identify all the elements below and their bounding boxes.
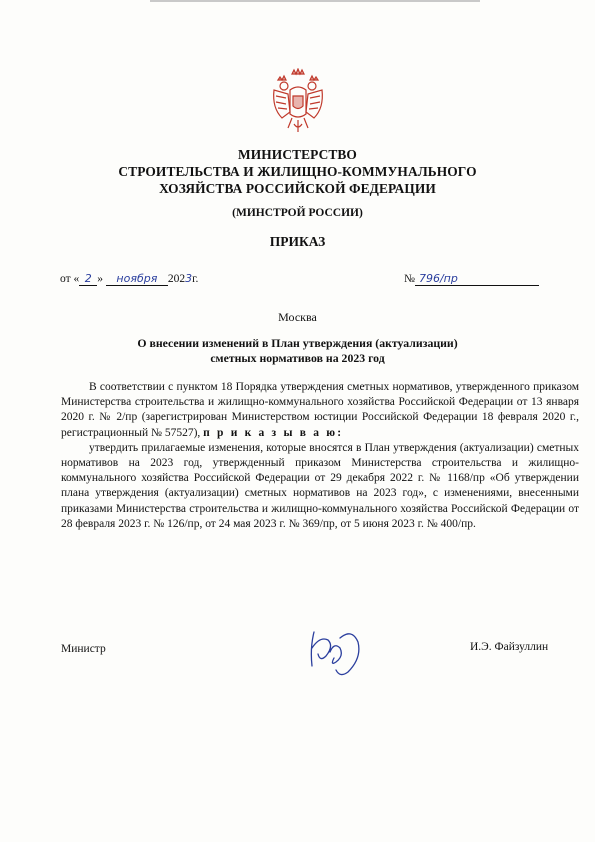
- handwritten-signature: [300, 618, 370, 678]
- title-line-2: сметных нормативов на 2023 год: [210, 351, 385, 365]
- order-date: [60, 272, 198, 286]
- date-prefix: от «: [60, 273, 80, 285]
- signatory-position: Министр: [61, 643, 106, 655]
- date-day: 2: [79, 272, 97, 286]
- ministry-line-3: ХОЗЯЙСТВА РОССИЙСКОЙ ФЕДЕРАЦИИ: [159, 181, 436, 196]
- order-number: [404, 272, 539, 286]
- ministry-line-2: СТРОИТЕЛЬСТВА И ЖИЛИЩНО-КОММУНАЛЬНОГО: [118, 164, 477, 179]
- date-month: ноября: [106, 272, 168, 286]
- ministry-name: [40, 146, 555, 197]
- order-word: п р и к а з ы в а ю:: [203, 426, 344, 439]
- coat-of-arms-emblem: [270, 68, 326, 136]
- date-suffix: г.: [192, 273, 199, 285]
- number-prefix: №: [404, 273, 415, 285]
- document-body: [61, 380, 579, 532]
- ministry-short-name: (МИНСТРОЙ РОССИИ): [232, 207, 363, 219]
- document-title: [80, 336, 515, 366]
- scan-edge-line: [150, 0, 480, 2]
- date-year-digit: 3: [185, 272, 193, 285]
- signatory-name: И.Э. Файзуллин: [470, 641, 549, 653]
- title-line-1: О внесении изменений в План утверждения (актуализации): [137, 336, 458, 350]
- paragraph-order: утвердить прилагаемые изменения, которые вносятся в План утверждения (актуализации) сметных нормативов на 2023 год, утвержденный приказом Министерства строительства и жилищно-коммунального хозяйства Российской Федерации от 29 декабря 2022 г. № 1168/пр «Об утверждении плана утверждения (актуализации) сметных нормативов на 2023 год», с изменениями, внесенными приказами Министерства строительства и жилищно-коммунального хозяйства Российской Федерации от 28 февраля 2023 г. № 126/пр, от 24 мая 2023 г. № 369/пр, от 5 июня 2023 г. № 400/пр.: [61, 441, 579, 530]
- city: Москва: [278, 310, 317, 324]
- number-value: 796/пр: [415, 272, 539, 286]
- preamble-text: В соответствии с пунктом 18 Порядка утверждения сметных нормативов, утвержденного приказом Министерства строительства и жилищно-коммунального хозяйства Российской Федерации от 13 января 2020 г. № 2/пр (зарегистрирован Министерством юстиции Российской Федерации 18 февраля 2020 г., регистрационный № 57527),: [61, 381, 579, 439]
- paragraph-preamble: [61, 380, 579, 441]
- date-year-prefix: 202: [167, 273, 186, 285]
- ministry-line-1: МИНИСТЕРСТВО: [238, 147, 357, 162]
- document-type: ПРИКАЗ: [269, 234, 326, 249]
- date-mid: »: [97, 273, 103, 285]
